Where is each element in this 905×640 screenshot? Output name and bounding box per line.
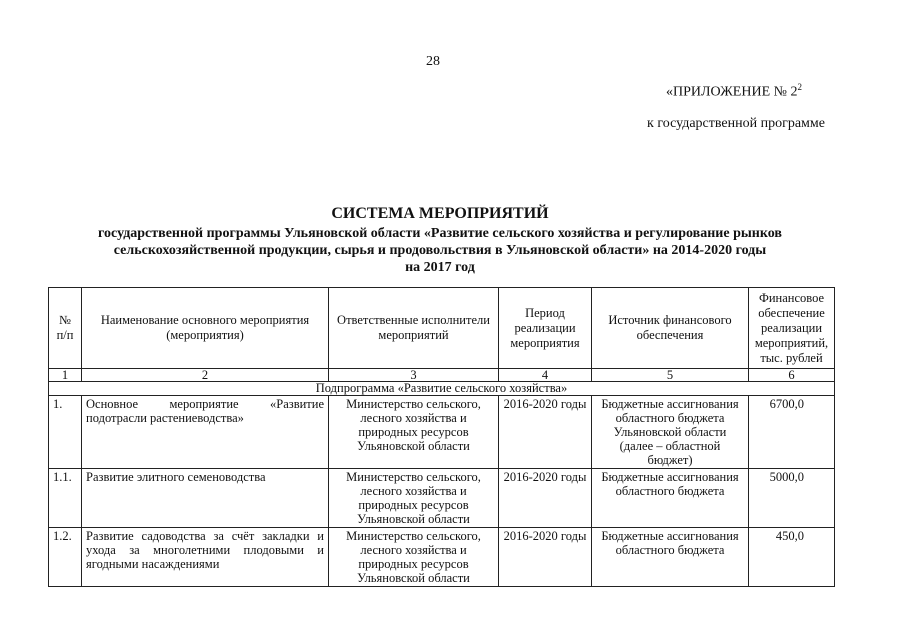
row-executor: Министерство сельского, лесного хозяйства и природных ресурсов Ульяновской области	[329, 528, 499, 587]
row-number: 1.1.	[49, 469, 82, 528]
header-number: № п/п	[49, 288, 82, 369]
row-measure-name: Основное мероприятие «Развитие подотрасли растениеводства»	[82, 396, 329, 469]
row-source: Бюджетные ассигнования областного бюджета Ульяновской области (далее – областной бюджет)	[592, 396, 749, 469]
table-row	[49, 469, 835, 528]
column-number: 3	[329, 369, 499, 382]
appendix-subtitle: к государственной программе	[647, 116, 825, 131]
document-subtitle-line-2: сельскохозяйственной продукции, сырья и продовольствия в Ульяновской области» на 2014-2020 годы	[113, 243, 767, 258]
row-amount: 5000,0	[749, 469, 835, 528]
table-row	[49, 396, 835, 469]
document-subtitle-line-3: на 2017 год	[405, 260, 475, 275]
row-period: 2016-2020 годы	[499, 528, 592, 587]
subprogram-row	[49, 382, 835, 396]
header-source: Источник финансового обеспечения	[592, 288, 749, 369]
table-row	[49, 528, 835, 587]
row-source: Бюджетные ассигнования областного бюджета	[592, 528, 749, 587]
row-number: 1.2.	[49, 528, 82, 587]
column-number: 1	[49, 369, 82, 382]
document-title-block	[40, 205, 840, 276]
appendix-label-text: «ПРИЛОЖЕНИЕ № 2	[666, 84, 798, 100]
document-subtitle-line-1: государственной программы Ульяновской области «Развитие сельского хозяйства и регулирование рынков	[98, 226, 782, 241]
row-number: 1.	[49, 396, 82, 469]
row-measure-name: Развитие элитного семеноводства	[82, 469, 329, 528]
column-number: 4	[499, 369, 592, 382]
header-funding: Финансовое обеспечение реализации мероприятий, тыс. рублей	[749, 288, 835, 369]
table-header-row	[49, 288, 835, 369]
header-name: Наименование основного мероприятия (мероприятия)	[82, 288, 329, 369]
column-number: 5	[592, 369, 749, 382]
document-title: СИСТЕМА МЕРОПРИЯТИЙ	[331, 205, 549, 222]
subprogram-title: Подпрограмма «Развитие сельского хозяйства»	[49, 382, 835, 396]
page-number: 28	[426, 54, 440, 69]
row-period: 2016-2020 годы	[499, 396, 592, 469]
column-number: 2	[82, 369, 329, 382]
row-source: Бюджетные ассигнования областного бюджета	[592, 469, 749, 528]
row-executor: Министерство сельского, лесного хозяйства и природных ресурсов Ульяновской области	[329, 396, 499, 469]
column-number: 6	[749, 369, 835, 382]
row-amount: 450,0	[749, 528, 835, 587]
measures-table	[48, 287, 835, 587]
column-numbers-row	[49, 369, 835, 382]
header-period: Период реализации мероприятия	[499, 288, 592, 369]
header-executors: Ответственные исполнители мероприятий	[329, 288, 499, 369]
row-amount: 6700,0	[749, 396, 835, 469]
appendix-superscript: 2	[797, 82, 802, 92]
appendix-label	[666, 82, 802, 101]
row-measure-name: Развитие садоводства за счёт закладки и ухода за многолетними плодовыми и ягодными насаждениями	[82, 528, 329, 587]
row-executor: Министерство сельского, лесного хозяйства и природных ресурсов Ульяновской области	[329, 469, 499, 528]
row-period: 2016-2020 годы	[499, 469, 592, 528]
